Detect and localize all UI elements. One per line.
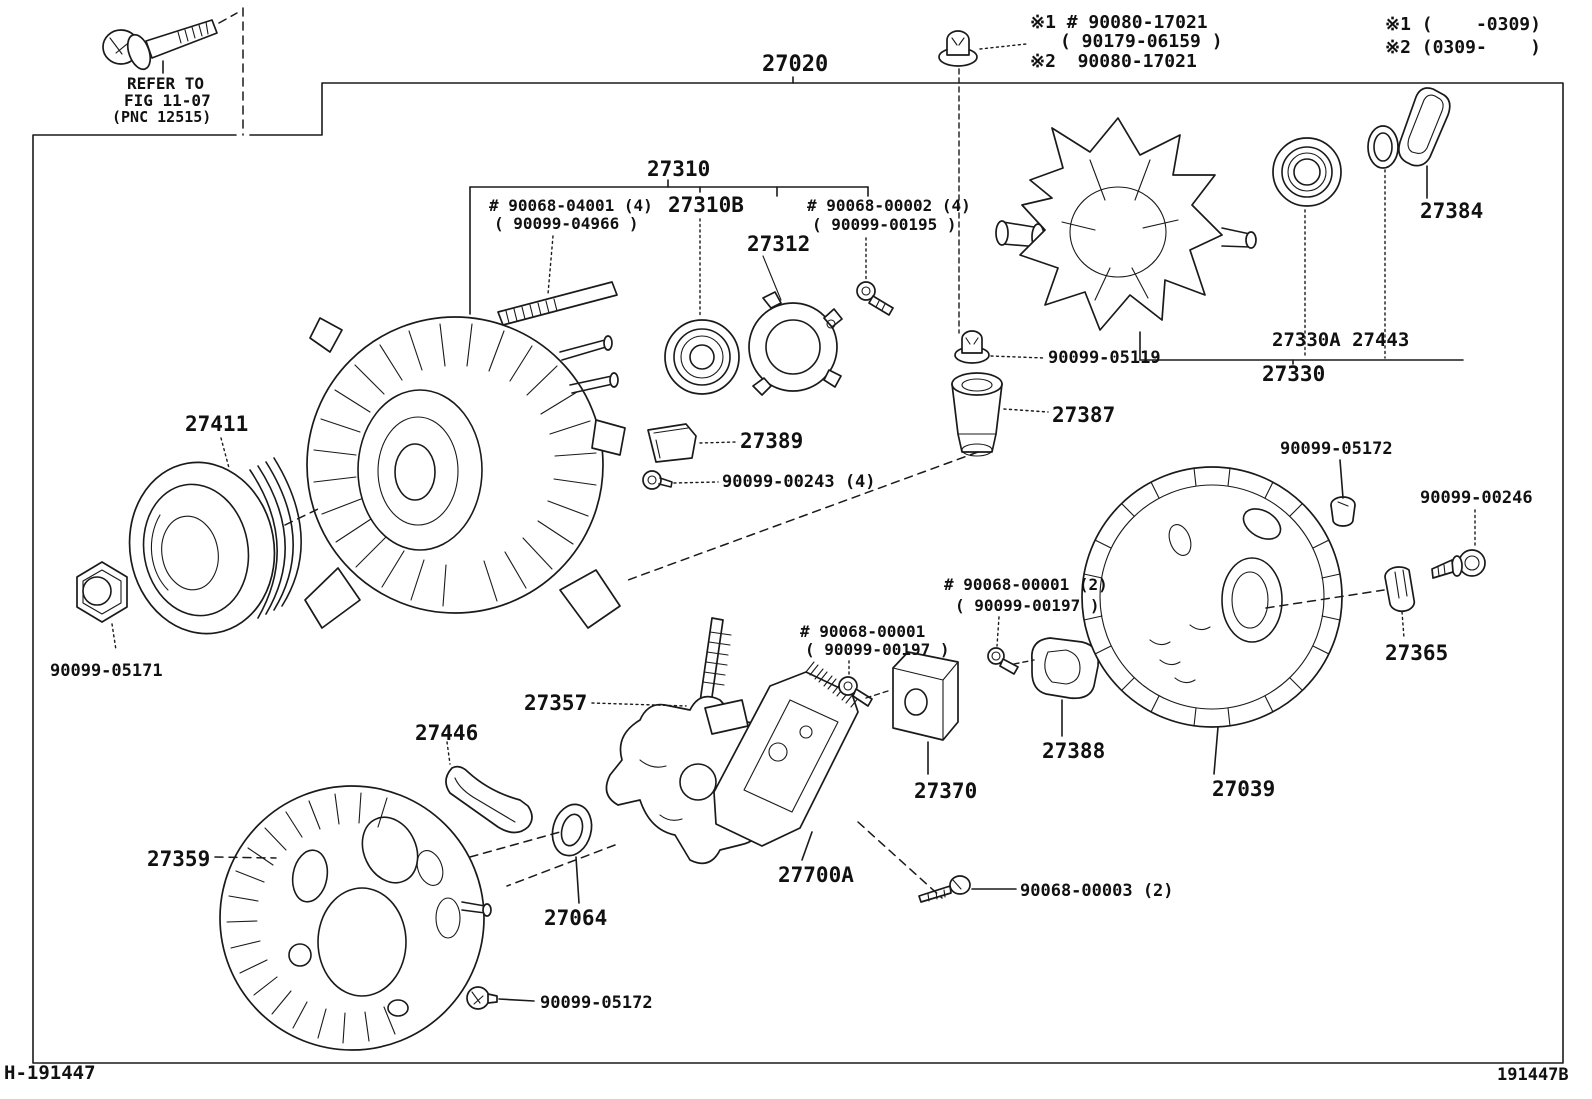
note-variant-2: ( 90179-06159 ) <box>1060 31 1223 52</box>
label-90099-05172-cover: 90099-05172 <box>540 993 653 1013</box>
bearing-27310B-drawing <box>665 320 739 394</box>
label-27370: 27370 <box>914 779 978 803</box>
screw-90099-00243-drawing <box>643 471 718 489</box>
plate-27446-drawing <box>446 742 532 833</box>
screw-90099-05172-bottom-drawing <box>467 987 534 1009</box>
note-range-2: ※2 (0309- ) <box>1385 37 1541 58</box>
label-27312: 27312 <box>747 232 811 256</box>
footer-drawing-number: H-191447 <box>4 1062 96 1084</box>
ref-note-line2: FIG 11-07 <box>124 91 211 110</box>
label-27039: 27039 <box>1212 777 1276 801</box>
label-90099-04966: ( 90099-04966 ) <box>494 214 639 233</box>
terminal-27389-drawing <box>648 424 736 462</box>
label-90099-00195: ( 90099-00195 ) <box>812 215 957 234</box>
ref-note-line3: (PNC 12515) <box>112 108 212 126</box>
label-27389: 27389 <box>740 429 804 453</box>
label-assembly-27020: 27020 <box>762 52 829 77</box>
rear-housing-27039-drawing <box>1082 467 1342 774</box>
label-90068-00002: # 90068-00002 (4) <box>807 196 971 215</box>
label-90099-05171: 90099-05171 <box>50 661 163 681</box>
label-90068-00001: # 90068-00001 <box>800 622 926 641</box>
note-variant-3: ※2 90080-17021 <box>1030 51 1197 72</box>
label-27411: 27411 <box>185 412 249 436</box>
rectifier-27700A-drawing <box>714 662 859 860</box>
label-27359: 27359 <box>147 847 211 871</box>
cover-27370-drawing <box>893 652 958 774</box>
label-27064: 27064 <box>544 906 608 930</box>
nut-90099-05171-drawing <box>77 562 127 650</box>
oring-27443-drawing <box>1368 126 1398 168</box>
ref-note-line1: REFER TO <box>127 74 205 93</box>
label-27310: 27310 <box>647 157 711 181</box>
label-27330A-27443: 27330A 27443 <box>1272 329 1410 351</box>
label-27330: 27330 <box>1262 362 1326 386</box>
label-90099-05172-rear: 90099-05172 <box>1280 439 1393 459</box>
nut-90099-05119-drawing <box>955 331 1044 363</box>
front-housing-drawing <box>305 317 625 628</box>
label-90099-00243: 90099-00243 (4) <box>722 472 876 492</box>
pulley-27411-drawing <box>116 438 320 645</box>
gasket-27064-drawing <box>547 800 597 903</box>
cover-27384-drawing <box>1399 88 1450 198</box>
label-27388: 27388 <box>1042 739 1106 763</box>
through-bolt-drawing <box>498 282 617 325</box>
footer-sheet-code: 191447B <box>1497 1065 1569 1085</box>
top-nut-drawing <box>939 31 1026 333</box>
plate-27312-drawing <box>749 292 842 395</box>
insulator-27387-drawing <box>952 373 1048 456</box>
grommet-90099-05172-drawing <box>1331 460 1355 526</box>
label-90099-00197-b: ( 90099-00197 ) <box>805 640 950 659</box>
note-range-1: ※1 ( -0309) <box>1385 14 1541 35</box>
label-27384: 27384 <box>1420 199 1484 223</box>
label-27700A: 27700A <box>778 863 854 887</box>
rotor-drawing <box>996 118 1256 330</box>
label-90068-00001-2: # 90068-00001 (2) <box>944 575 1108 594</box>
label-90068-00003: 90068-00003 (2) <box>1020 881 1174 901</box>
holder-27388-drawing <box>1032 638 1098 736</box>
label-27387: 27387 <box>1052 403 1116 427</box>
refer-bolt-drawing <box>103 13 237 73</box>
label-27357: 27357 <box>524 691 588 715</box>
label-90099-00197-a: ( 90099-00197 ) <box>955 596 1100 615</box>
label-90099-00246: 90099-00246 <box>1420 488 1533 508</box>
label-27446: 27446 <box>415 721 479 745</box>
screw-90068-00001-b-drawing <box>988 617 1034 674</box>
screw-90068-00003-drawing <box>858 822 1016 902</box>
label-27310B: 27310B <box>668 193 744 217</box>
label-27365: 27365 <box>1385 641 1449 665</box>
bearing-27330A-drawing <box>1273 138 1341 206</box>
note-variant-1: ※1 # 90080-17021 <box>1030 12 1208 33</box>
label-90068-04001: # 90068-04001 (4) <box>489 196 653 215</box>
bolt-90068-00002-drawing <box>857 282 893 315</box>
label-90099-05119: 90099-05119 <box>1048 348 1161 368</box>
screw-90099-00246-drawing <box>1432 510 1485 578</box>
